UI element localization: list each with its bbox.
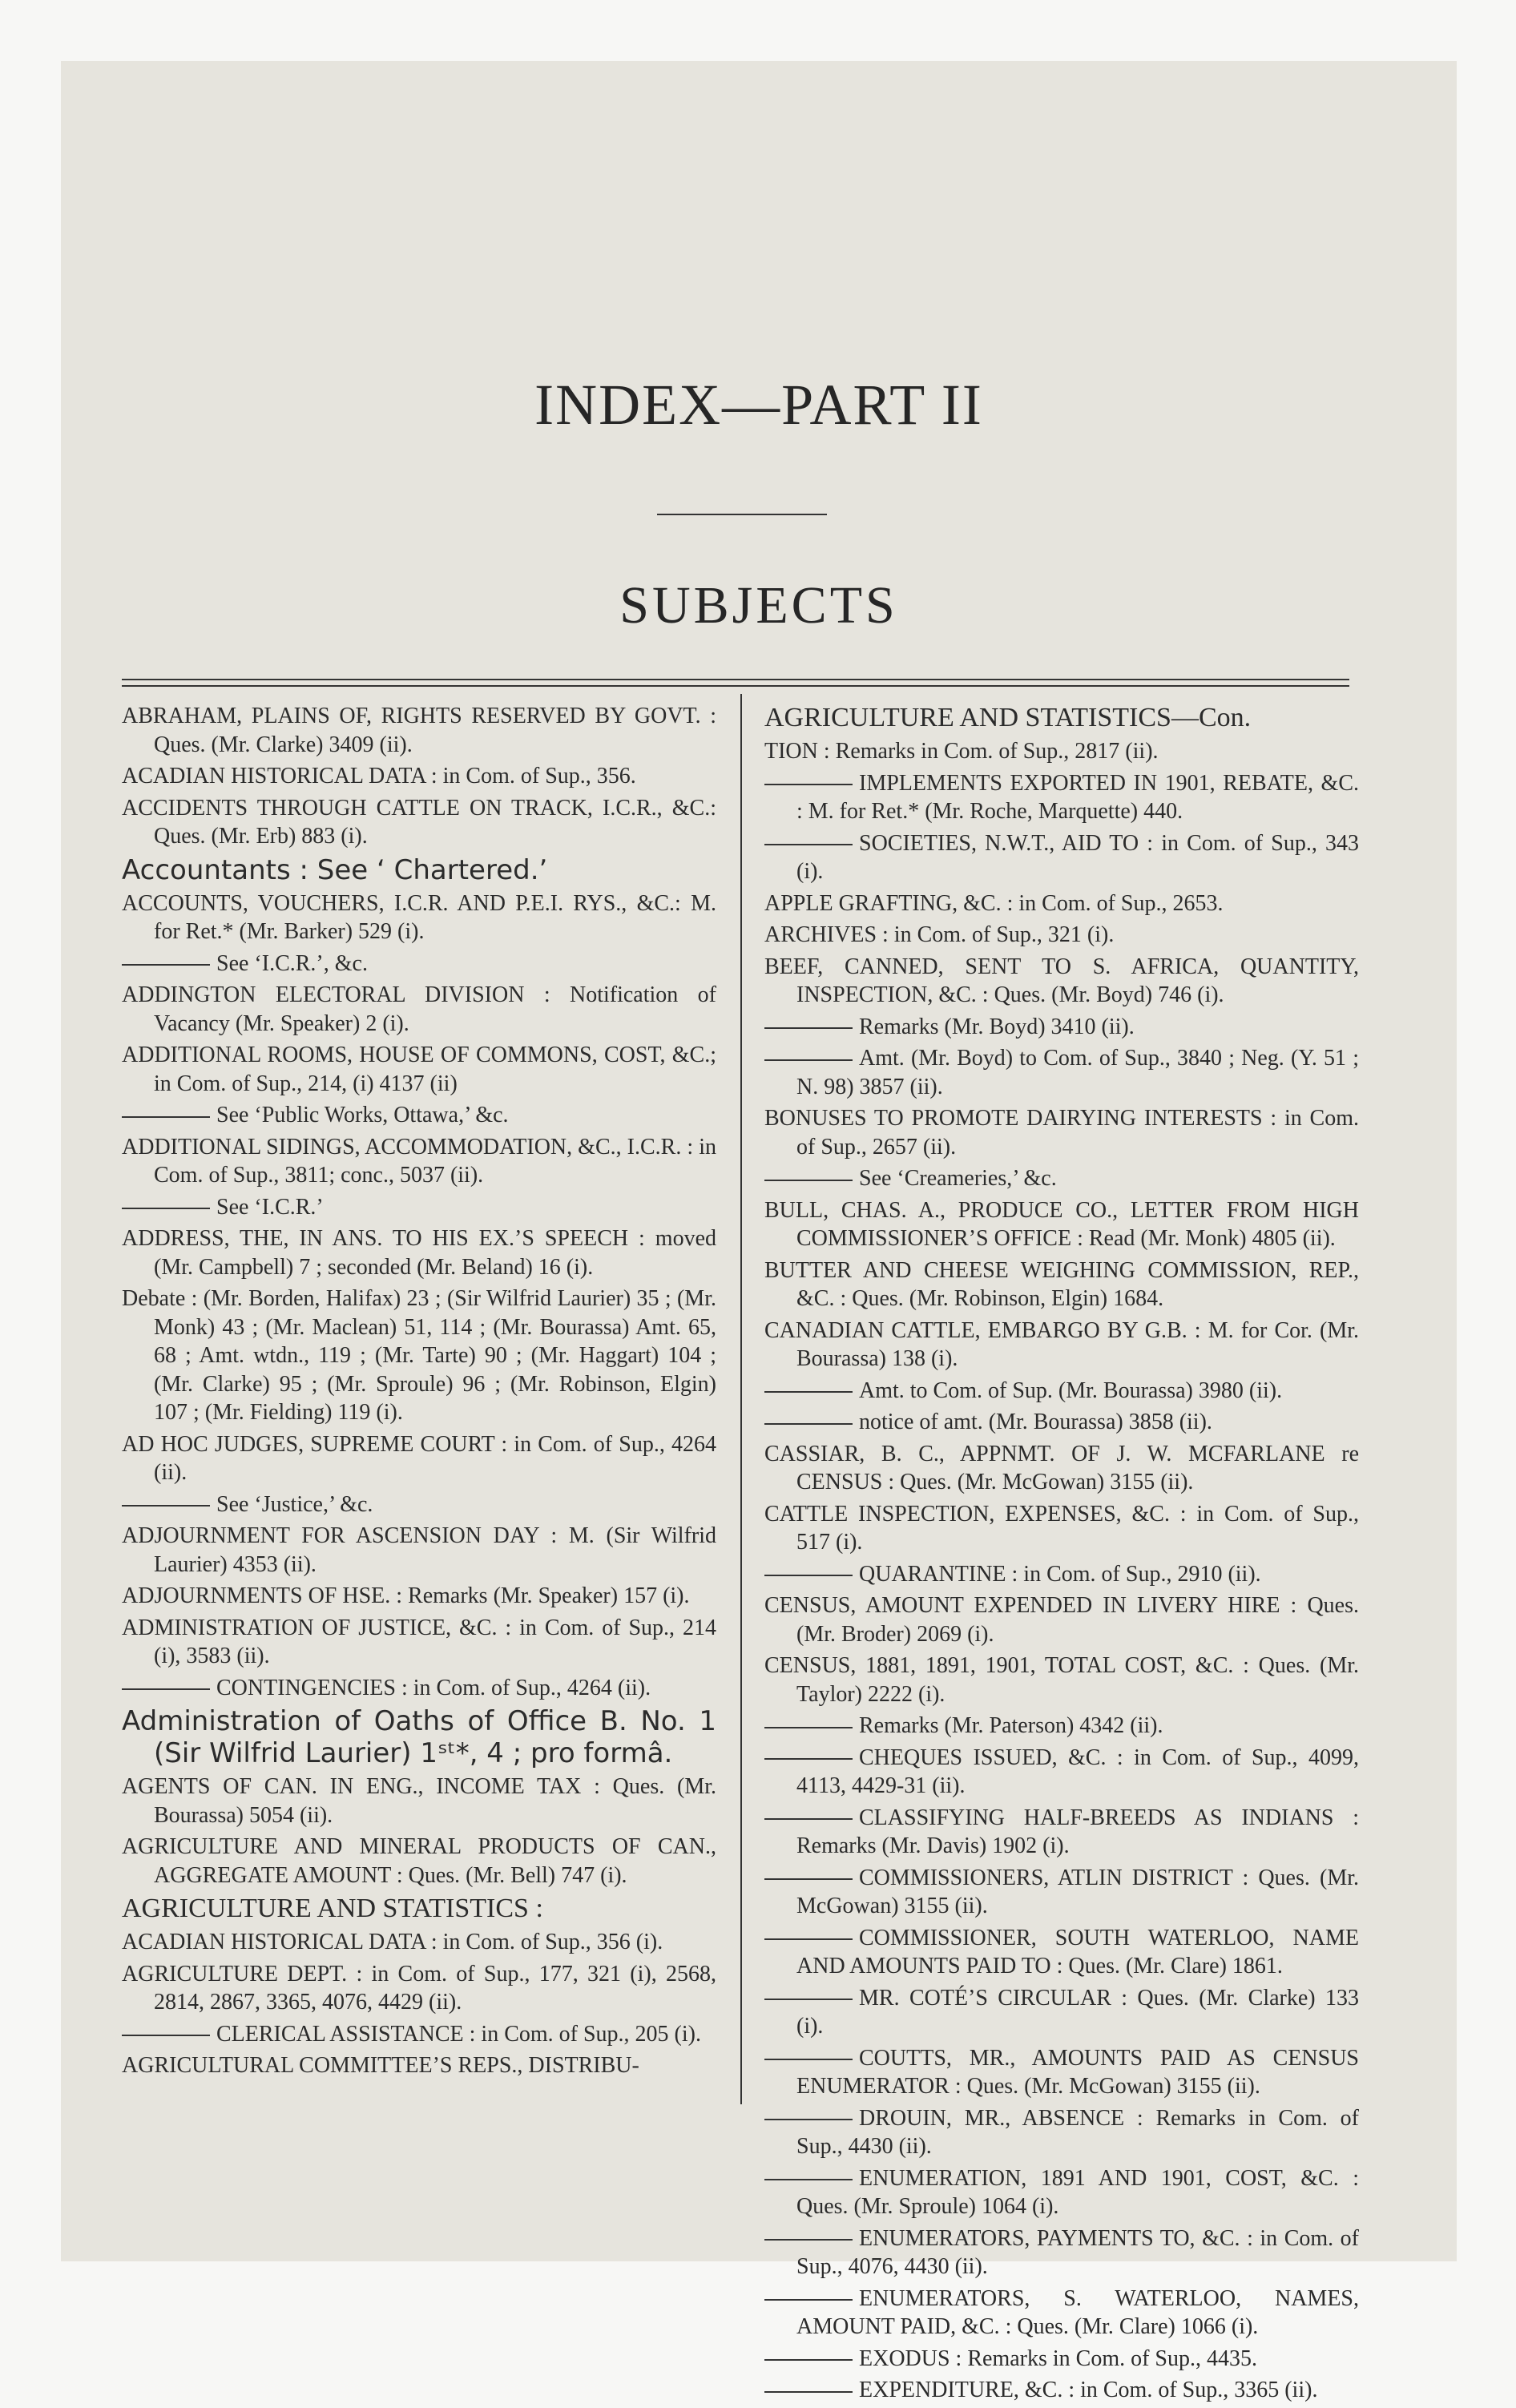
index-entry: ADDITIONAL SIDINGS, ACCOMMODATION, &C., I.C.R. : in Com. of Sup., 3811; conc., 5037 (ii). bbox=[122, 1134, 716, 1188]
index-subentry bbox=[122, 1193, 716, 1222]
index-entry: ACADIAN HISTORICAL DATA : in Com. of Sup., 356 (i). bbox=[122, 1930, 663, 1954]
index-subentry bbox=[764, 1924, 1359, 1981]
index-entry: CATTLE INSPECTION, EXPENSES, &C. : in Com. of Sup., 517 (i). bbox=[764, 1501, 1359, 1555]
index-entry: Debate : (Mr. Borden, Halifax) 23 ; (Sir Wilfrid Laurier) 35 ; (Mr. Monk) 43 ; (Mr. Maclean) 51, 114 ; (Mr. Bourassa) Amt. 65, 68 ; Amt. wtdn., 119 ; (Mr. Tarte) 90 ; (Mr. Haggart) 104 ; (Mr. Clarke) 95 ; (Mr. Sproule) 96 ; (Mr. Robinson, Elgin) 107 ; (Mr. Fielding) 119 (i). bbox=[122, 1286, 716, 1425]
index-entry: ADJOURNMENT FOR ASCENSION DAY : M. (Sir Wilfrid Laurier) 4353 (ii). bbox=[122, 1523, 716, 1577]
dash-rule bbox=[764, 1727, 853, 1728]
index-entry: ACCOUNTS, VOUCHERS, I.C.R. AND P.E.I. RYS., &C.: M. for Ret.* (Mr. Barker) 529 (i). bbox=[122, 890, 716, 944]
subentry-text: COMMISSIONERS, ATLIN DISTRICT : Ques. (Mr. McGowan) 3155 (ii). bbox=[796, 1865, 1359, 1918]
page-title: INDEX—PART II bbox=[534, 373, 983, 437]
index-subentry bbox=[764, 2164, 1359, 2221]
dash-rule bbox=[122, 1208, 210, 1209]
index-entry: ADMINISTRATION OF JUSTICE, &C. : in Com. of Sup., 214 (i), 3583 (ii). bbox=[122, 1615, 716, 1668]
index-subentry bbox=[122, 1101, 716, 1130]
index-subentry bbox=[764, 1804, 1359, 1861]
subentry-text: EXODUS : Remarks in Com. of Sup., 4435. bbox=[859, 2345, 1257, 2371]
index-subentry bbox=[122, 1674, 716, 1703]
right-column bbox=[764, 702, 1359, 2408]
index-entry: TION : Remarks in Com. of Sup., 2817 (ii). bbox=[764, 739, 1159, 764]
dash-rule bbox=[764, 1027, 853, 1029]
dash-rule bbox=[764, 2239, 853, 2241]
index-subentry bbox=[764, 2104, 1359, 2161]
subentry-text: See ‘I.C.R.’, &c. bbox=[216, 950, 368, 976]
subentry-text: See ‘I.C.R.’ bbox=[216, 1194, 324, 1220]
index-heading: Accountants : See ‘ Chartered.’ bbox=[122, 853, 548, 886]
subentry-text: See ‘Justice,’ &c. bbox=[216, 1491, 373, 1517]
index-subentry bbox=[764, 1044, 1359, 1101]
dash-rule bbox=[764, 1423, 853, 1425]
index-subentry bbox=[122, 950, 716, 978]
index-subentry bbox=[764, 2044, 1359, 2101]
index-entry: BUTTER AND CHEESE WEIGHING COMMISSION, REP., &C. : Ques. (Mr. Robinson, Elgin) 1684. bbox=[764, 1257, 1359, 1311]
title-divider bbox=[657, 514, 827, 515]
dash-rule bbox=[122, 2035, 210, 2036]
subentry-text: Remarks (Mr. Boyd) 3410 (ii). bbox=[859, 1014, 1135, 1039]
subentry-text: EXPENDITURE, &C. : in Com. of Sup., 3365 (ii). bbox=[859, 2378, 1318, 2402]
dash-rule bbox=[764, 1180, 853, 1181]
index-heading: Administration of Oaths of Office B. No. 1 (Sir Wilfrid Laurier) 1ˢᵗ*, 4 ; pro formâ. bbox=[122, 1705, 716, 1769]
dash-rule bbox=[764, 1758, 853, 1760]
dash-rule bbox=[764, 1575, 853, 1576]
index-heading: AGRICULTURE AND STATISTICS : bbox=[122, 1894, 543, 1923]
index-entry: ADDINGTON ELECTORAL DIVISION : Notification of Vacancy (Mr. Speaker) 2 (i). bbox=[122, 982, 716, 1036]
dash-rule bbox=[764, 1999, 853, 2000]
index-page bbox=[61, 61, 1457, 2402]
index-subentry bbox=[764, 769, 1359, 826]
index-entry: BEEF, CANNED, SENT TO S. AFRICA, QUANTITY, INSPECTION, &C. : Ques. (Mr. Boyd) 746 (i). bbox=[764, 954, 1359, 1007]
subentry-text: ENUMERATORS, PAYMENTS TO, &C. : in Com. of Sup., 4076, 4430 (ii). bbox=[796, 2225, 1359, 2279]
dash-rule bbox=[764, 2119, 853, 2120]
dash-rule bbox=[122, 964, 210, 966]
index-subentry bbox=[764, 1864, 1359, 1921]
index-entry: ACCIDENTS THROUGH CATTLE ON TRACK, I.C.R., &C.: Ques. (Mr. Erb) 883 (i). bbox=[122, 795, 716, 849]
page-subtitle: SUBJECTS bbox=[619, 576, 898, 635]
index-heading: AGRICULTURE AND STATISTICS—Con. bbox=[764, 703, 1252, 732]
dash-rule bbox=[764, 2391, 853, 2393]
header-double-rule bbox=[122, 679, 1349, 687]
index-subentry bbox=[764, 1164, 1359, 1193]
subentry-text: ENUMERATION, 1891 AND 1901, COST, &C. : Ques. (Mr. Sproule) 1064 (i). bbox=[796, 2165, 1359, 2219]
index-entry: BULL, CHAS. A., PRODUCE CO., LETTER FROM HIGH COMMISSIONER’S OFFICE : Read (Mr. Monk) 4805 (ii). bbox=[764, 1197, 1359, 1251]
subentry-text: COUTTS, MR., AMOUNTS PAID AS CENSUS ENUMERATOR : Ques. (Mr. McGowan) 3155 (ii). bbox=[796, 2045, 1359, 2099]
index-subentry bbox=[764, 1013, 1359, 1042]
subentry-text: Remarks (Mr. Paterson) 4342 (ii). bbox=[859, 1713, 1163, 1738]
subentry-text: See ‘Public Works, Ottawa,’ &c. bbox=[216, 1103, 509, 1127]
index-entry: AGENTS OF CAN. IN ENG., INCOME TAX : Ques. (Mr. Bourassa) 5054 (ii). bbox=[122, 1774, 716, 1828]
index-entry: AD HOC JUDGES, SUPREME COURT : in Com. of Sup., 4264 (ii). bbox=[122, 1431, 716, 1485]
dash-rule bbox=[764, 2059, 853, 2060]
index-subentry bbox=[764, 2224, 1359, 2281]
index-subentry bbox=[764, 1712, 1359, 1740]
subentry-text: CONTINGENCIES : in Com. of Sup., 4264 (ii). bbox=[216, 1675, 651, 1700]
index-entry: CANADIAN CATTLE, EMBARGO BY G.B. : M. for Cor. (Mr. Bourassa) 138 (i). bbox=[764, 1317, 1359, 1371]
dash-rule bbox=[764, 1059, 853, 1061]
index-entry: BONUSES TO PROMOTE DAIRYING INTERESTS : in Com. of Sup., 2657 (ii). bbox=[764, 1106, 1359, 1160]
index-entry: AGRICULTURE AND MINERAL PRODUCTS OF CAN., AGGREGATE AMOUNT : Ques. (Mr. Bell) 747 (i). bbox=[122, 1834, 716, 1888]
subentry-text: ENUMERATORS, S. WATERLOO, NAMES, AMOUNT PAID, &C. : Ques. (Mr. Clare) 1066 (i). bbox=[796, 2285, 1359, 2339]
dash-rule bbox=[122, 1688, 210, 1690]
dash-rule bbox=[764, 2299, 853, 2301]
left-column bbox=[122, 702, 716, 2083]
index-entry: ADDITIONAL ROOMS, HOUSE OF COMMONS, COST, &C.; in Com. of Sup., 214, (i) 4137 (ii) bbox=[122, 1043, 716, 1096]
subentry-text: IMPLEMENTS EXPORTED IN 1901, REBATE, &C. : M. for Ret.* (Mr. Roche, Marquette) 440. bbox=[796, 770, 1359, 824]
subentry-text: Amt. to Com. of Sup. (Mr. Bourassa) 3980 (ii). bbox=[859, 1377, 1283, 1403]
index-subentry bbox=[764, 2345, 1359, 2374]
dash-rule bbox=[764, 2179, 853, 2180]
dash-rule bbox=[764, 844, 853, 845]
index-subentry bbox=[122, 1490, 716, 1519]
index-entry: ARCHIVES : in Com. of Sup., 321 (i). bbox=[764, 922, 1115, 947]
dash-rule bbox=[764, 1818, 853, 1820]
index-entry: CENSUS, AMOUNT EXPENDED IN LIVERY HIRE : Ques. (Mr. Broder) 2069 (i). bbox=[764, 1593, 1359, 1647]
dash-rule bbox=[122, 1116, 210, 1118]
index-subentry bbox=[122, 2020, 716, 2049]
index-subentry bbox=[764, 829, 1359, 886]
index-subentry bbox=[764, 1560, 1359, 1589]
subentry-text: CHEQUES ISSUED, &C. : in Com. of Sup., 4099, 4113, 4429-31 (ii). bbox=[796, 1744, 1359, 1798]
dash-rule bbox=[764, 784, 853, 785]
subentry-text: See ‘Creameries,’ &c. bbox=[859, 1166, 1057, 1191]
index-entry: CASSIAR, B. C., APPNMT. OF J. W. MCFARLANE re CENSUS : Ques. (Mr. McGowan) 3155 (ii). bbox=[764, 1441, 1359, 1494]
index-entry: ADJOURNMENTS OF HSE. : Remarks (Mr. Speaker) 157 (i). bbox=[122, 1583, 690, 1608]
index-entry: CENSUS, 1881, 1891, 1901, TOTAL COST, &C. : Ques. (Mr. Taylor) 2222 (i). bbox=[764, 1653, 1359, 1707]
index-entry: APPLE GRAFTING, &C. : in Com. of Sup., 2653. bbox=[764, 890, 1224, 916]
index-subentry bbox=[764, 2285, 1359, 2341]
dash-rule bbox=[764, 1938, 853, 1940]
index-subentry bbox=[764, 1984, 1359, 2041]
index-subentry bbox=[764, 2376, 1359, 2405]
dash-rule bbox=[764, 1878, 853, 1880]
dash-rule bbox=[764, 1391, 853, 1393]
column-divider bbox=[740, 694, 742, 2104]
index-subentry bbox=[764, 1408, 1359, 1437]
subentry-text: MR. COTÉ’S CIRCULAR : Ques. (Mr. Clarke) 133 (i). bbox=[796, 1985, 1359, 2039]
index-subentry bbox=[764, 1377, 1359, 1406]
index-entry: AGRICULTURE DEPT. : in Com. of Sup., 177, 321 (i), 2568, 2814, 2867, 3365, 4076, 4429 (ii). bbox=[122, 1961, 716, 2015]
subentry-text: QUARANTINE : in Com. of Sup., 2910 (ii). bbox=[859, 1561, 1261, 1587]
subentry-text: SOCIETIES, N.W.T., AID TO : in Com. of Sup., 343 (i). bbox=[796, 830, 1359, 884]
subentry-text: CLASSIFYING HALF-BREEDS AS INDIANS : Remarks (Mr. Davis) 1902 (i). bbox=[796, 1805, 1359, 1858]
index-entry: ABRAHAM, PLAINS OF, RIGHTS RESERVED BY GOVT. : Ques. (Mr. Clarke) 3409 (ii). bbox=[122, 704, 716, 757]
dash-rule bbox=[764, 2359, 853, 2361]
index-entry: ADDRESS, THE, IN ANS. TO HIS EX.’S SPEECH : moved (Mr. Campbell) 7 ; seconded (Mr. Beland) 16 (i). bbox=[122, 1226, 716, 1280]
index-entry: ACADIAN HISTORICAL DATA : in Com. of Sup., 356. bbox=[122, 764, 636, 789]
dash-rule bbox=[122, 1505, 210, 1507]
index-subentry bbox=[764, 1744, 1359, 1801]
subentry-text: Amt. (Mr. Boyd) to Com. of Sup., 3840 ; Neg. (Y. 51 ; N. 98) 3857 (ii). bbox=[796, 1046, 1359, 1099]
subentry-text: COMMISSIONER, SOUTH WATERLOO, NAME AND AMOUNTS PAID TO : Ques. (Mr. Clare) 1861. bbox=[796, 1925, 1359, 1978]
subentry-text: CLERICAL ASSISTANCE : in Com. of Sup., 205 (i). bbox=[216, 2021, 701, 2047]
index-entry: AGRICULTURAL COMMITTEE’S REPS., DISTRIBU- bbox=[122, 2053, 639, 2078]
subentry-text: notice of amt. (Mr. Bourassa) 3858 (ii). bbox=[859, 1410, 1212, 1434]
subentry-text: DROUIN, MR., ABSENCE : Remarks in Com. of Sup., 4430 (ii). bbox=[796, 2105, 1359, 2159]
